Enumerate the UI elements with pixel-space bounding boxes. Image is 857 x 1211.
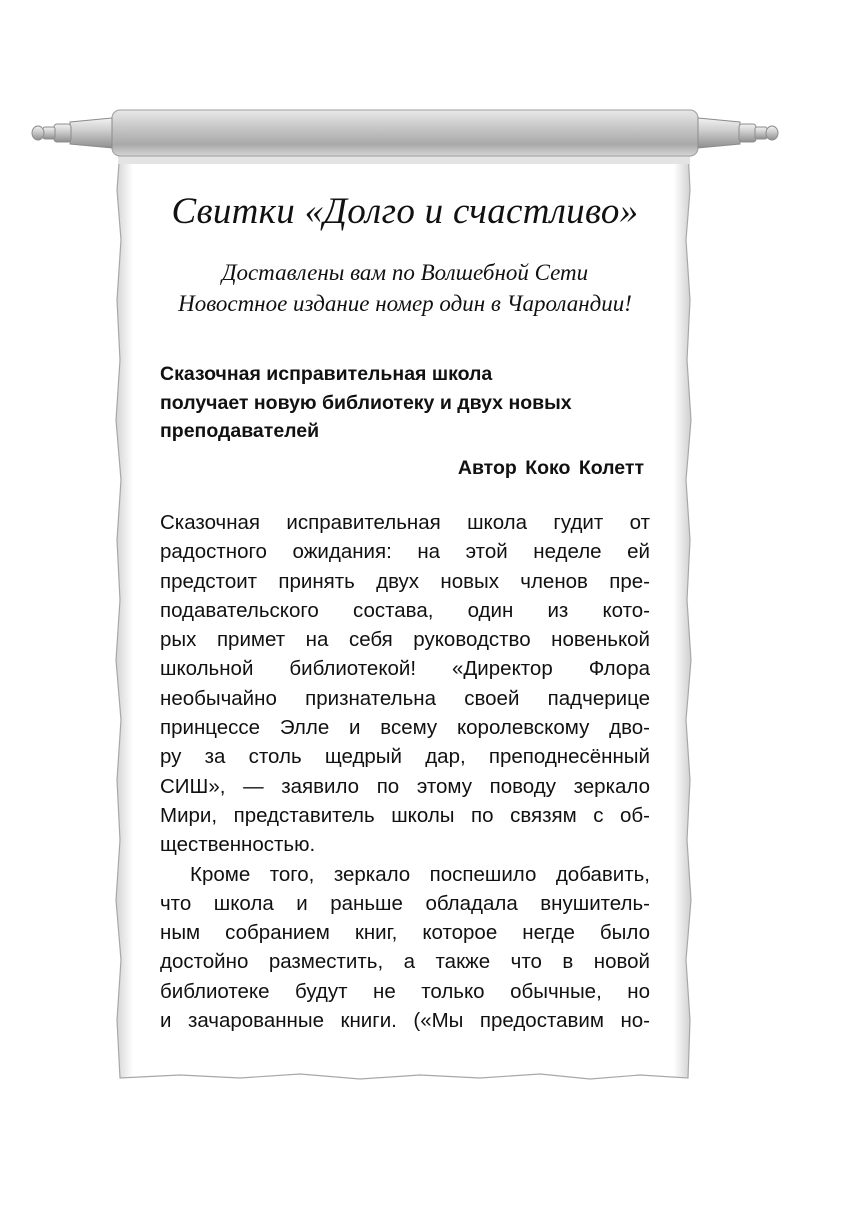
body-line: необычайно признательна своей падчерице bbox=[160, 686, 650, 710]
body-line: СИШ», — заявило по этому поводу зеркало bbox=[160, 774, 650, 798]
body-line: Кроме того, зеркало поспешило добавить, bbox=[190, 862, 650, 886]
body-line: подавательского состава, один из кото- bbox=[160, 598, 650, 622]
body-line: Мири, представитель школы по связям с об- bbox=[160, 803, 650, 827]
body-line: библиотеке будут не только обычные, но bbox=[160, 979, 650, 1003]
headline-line: Сказочная исправительная школа bbox=[160, 363, 493, 385]
right-finial bbox=[698, 118, 778, 148]
body-line: радостного ожидания: на этой неделе ей bbox=[160, 540, 650, 564]
headline-line: получает новую библиотеку и двух новых bbox=[160, 391, 572, 414]
body-line: что школа и раньше обладала внушитель- bbox=[160, 891, 650, 915]
newspaper-title: Свитки «Долго и счастливо» bbox=[171, 191, 639, 232]
article-byline: Автор Коко Колетт bbox=[457, 457, 644, 479]
article-body bbox=[160, 508, 650, 1035]
body-line: школьной библиотекой! «Директор Флора bbox=[160, 657, 650, 681]
article-headline bbox=[160, 360, 630, 446]
left-finial bbox=[32, 118, 112, 148]
tagline-line-1: Доставлены вам по Волшебной Сети bbox=[221, 260, 589, 285]
body-line: и зачарованные книги. («Мы предоставим но- bbox=[160, 1009, 650, 1033]
body-line: принцессе Элле и всему королевскому дво- bbox=[160, 716, 650, 740]
body-line: ру за столь щедрый дар, преподнесённый bbox=[160, 745, 650, 769]
body-line: достойно разместить, а также что в новой bbox=[160, 950, 650, 974]
body-line: ным собранием книг, которое негде было bbox=[160, 921, 650, 945]
body-line: предстоит принять двух новых членов пре- bbox=[160, 569, 650, 593]
headline-line: преподавателей bbox=[160, 420, 320, 442]
body-line: щественностью. bbox=[160, 833, 316, 857]
body-line: рых примет на себя руководство новенькой bbox=[160, 628, 650, 652]
scroll-rod bbox=[112, 110, 698, 156]
body-line: Сказочная исправительная школа гудит от bbox=[160, 511, 650, 534]
tagline-line-2: Новостное издание номер один в Чароландии! bbox=[178, 291, 632, 316]
